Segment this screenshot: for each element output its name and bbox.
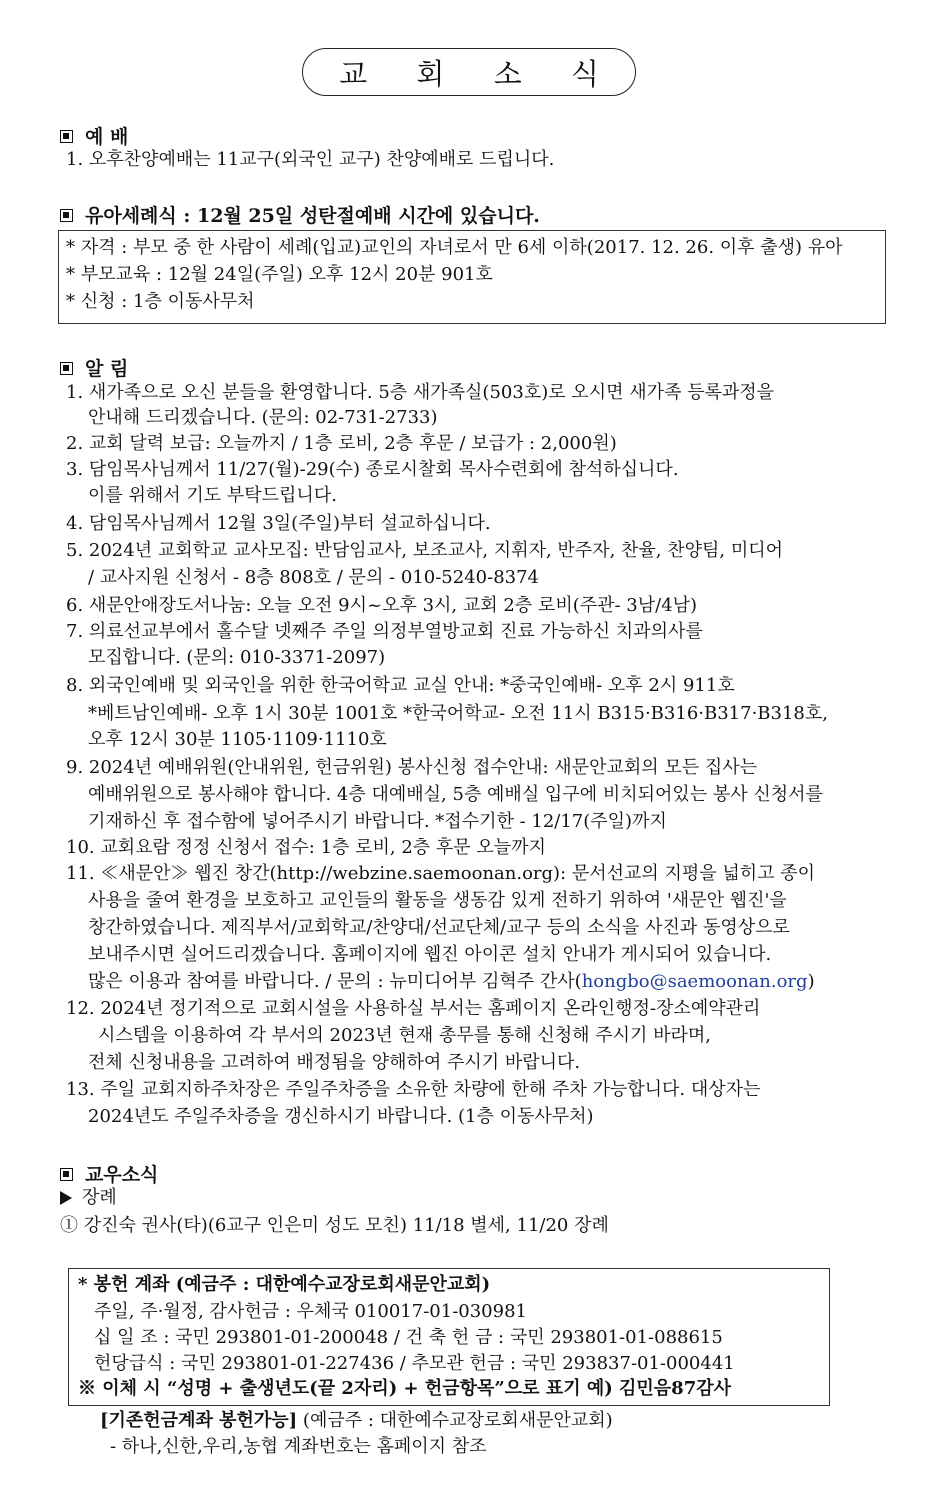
worship-heading: 예 배 (85, 126, 129, 148)
notice-line: / 교사지원 신청서 - 8층 808호 / 문의 - 010-5240-8374 (88, 567, 540, 588)
members-heading: 교우소식 (85, 1164, 159, 1186)
offering-line: 주일, 주·월정, 감사헌금 : 우체국 010017-01-030981 (94, 1301, 527, 1322)
members-sub (60, 1186, 117, 1210)
baptism-heading: 유아세례식 : 12월 25일 성탄절예배 시간에 있습니다. (85, 205, 540, 227)
notice-line: 3. 담임목사님께서 11/27(월)-29(수) 종로시찰회 목사수련회에 참석하십니다. (66, 459, 679, 480)
notice-line: 시스템을 이용하여 각 부서의 2023년 현재 총무를 통해 신청해 주시기 바라며, (98, 1025, 711, 1046)
square-bullet-icon (60, 209, 73, 222)
square-bullet-icon (60, 362, 73, 375)
baptism-line: * 부모교육 : 12월 24일(주일) 오후 12시 20분 901호 (66, 264, 493, 285)
notice-line: 2024년도 주일주차증을 갱신하시기 바랍니다. (1층 이동사무처) (88, 1106, 594, 1127)
section-heading-worship (60, 122, 128, 149)
members-sub-label: 장례 (82, 1187, 117, 1208)
notice-line: 창간하였습니다. 제직부서/교회학교/찬양대/선교단체/교구 등의 소식을 사진과 동영상으로 (88, 917, 790, 938)
notice-line: 보내주시면 실어드리겠습니다. 홈페이지에 웹진 아이콘 설치 안내가 게시되어 있습니다. (88, 944, 772, 965)
notice-line: 6. 새문안애장도서나눔: 오늘 오전 9시~오후 3시, 교회 2층 로비(주관- 3남/4남) (66, 595, 698, 616)
notice-line: 오후 12시 30분 1105·1109·1110호 (88, 729, 387, 750)
notice-line: 1. 새가족으로 오신 분들을 환영합니다. 5층 새가족실(503호)로 오시면 새가족 등록과정을 (66, 382, 775, 403)
square-bullet-icon (60, 1168, 73, 1181)
triangle-right-icon (60, 1191, 72, 1205)
notice-line: 이를 위해서 기도 부탁드립니다. (88, 485, 337, 506)
notice-line: *베트남인예배- 오후 1시 30분 1001호 *한국어학교- 오전 11시 B315·B316·B317·B318호, (88, 703, 828, 724)
notice-line: 11. ≪새문안≫ 웹진 창간(http://webzine.saemoonan.org): 문서선교의 지평을 넓히고 종이 (66, 863, 816, 884)
notice-text: ) (807, 971, 815, 992)
offering-line: 십 일 조 : 국민 293801-01-200048 / 건 축 헌 금 : 국민 293801-01-088615 (94, 1327, 723, 1348)
notice-line: 2. 교회 달력 보급: 오늘까지 / 1층 로비, 2층 후문 / 보급가 : 2,000원) (66, 433, 617, 454)
section-heading-notices (60, 354, 128, 381)
notice-line: 모집합니다. (문의: 010-3371-2097) (88, 647, 386, 668)
offering-note: ※ 이체 시 “성명 + 출생년도(끝 2자리) + 헌금항목”으로 표기 예) 김민음87감사 (78, 1378, 732, 1399)
notice-line: 안내해 드리겠습니다. (문의: 02-731-2733) (88, 407, 438, 428)
notice-line: 전체 신청내용을 고려하여 배정됨을 양해하여 주시기 바랍니다. (88, 1052, 581, 1073)
notice-line: 13. 주일 교회지하주차장은 주일주차증을 소유한 차량에 한해 주차 가능합니다. 대상자는 (66, 1079, 761, 1100)
notice-line: 10. 교회요람 정정 신청서 접수: 1층 로비, 2층 후문 오늘까지 (66, 837, 546, 858)
legacy-account-note: - 하나,신한,우리,농협 계좌번호는 홈페이지 참조 (110, 1436, 487, 1457)
notice-line-with-email (88, 970, 815, 994)
notice-line: 7. 의료선교부에서 홀수달 넷째주 주일 의정부열방교회 진료 가능하신 치과의사를 (66, 621, 703, 642)
notices-heading: 알 림 (85, 358, 129, 380)
baptism-line: * 자격 : 부모 중 한 사람이 세례(입교)교인의 자녀로서 만 6세 이하(2017. 12. 26. 이후 출생) 유아 (66, 237, 843, 258)
notice-line: 사용을 줄여 환경을 보호하고 교인들의 활동을 생동감 있게 전하기 위하여 '새문안 웹진'을 (88, 890, 787, 911)
notice-line: 4. 담임목사님께서 12월 3일(주일)부터 설교하십니다. (66, 513, 491, 534)
notice-line: 12. 2024년 정기적으로 교회시설을 사용하실 부서는 홈페이지 온라인행정-장소예약관리 (66, 998, 761, 1019)
legacy-account-owner: (예금주 : 대한예수교장로회새문안교회) (302, 1410, 613, 1431)
legacy-account-line (100, 1409, 613, 1433)
offering-line: 헌당급식 : 국민 293801-01-227436 / 추모관 헌금 : 국민 293837-01-000441 (94, 1353, 735, 1374)
page-title: 교 회 소 식 (302, 48, 636, 96)
notice-text: 많은 이용과 참여를 바랍니다. / 문의 : 뉴미디어부 김혁주 간사( (88, 971, 582, 992)
members-item: ① 강진숙 권사(타)(6교구 인은미 성도 모친) 11/18 별세, 11/20 장례 (60, 1215, 609, 1236)
notice-line: 예배위원으로 봉사해야 합니다. 4층 대예배실, 5층 예배실 입구에 비치되어있는 봉사 신청서를 (88, 784, 823, 805)
legacy-account-heading: [기존헌금계좌 봉헌가능] (100, 1410, 298, 1431)
notice-line: 기재하신 후 접수함에 넣어주시기 바랍니다. *접수기한 - 12/17(주일)까지 (88, 811, 667, 832)
offering-heading: * 봉헌 계좌 (예금주 : 대한예수교장로회새문안교회) (78, 1274, 491, 1295)
notice-line: 8. 외국인예배 및 외국인을 위한 한국어학교 교실 안내: *중국인예배- 오후 2시 911호 (66, 675, 735, 696)
notice-line: 9. 2024년 예배위원(안내위원, 헌금위원) 봉사신청 접수안내: 새문안교회의 모든 집사는 (66, 757, 757, 778)
square-bullet-icon (60, 130, 73, 143)
section-heading-baptism (60, 201, 540, 228)
section-heading-members (60, 1160, 158, 1187)
notice-line: 5. 2024년 교회학교 교사모집: 반담임교사, 보조교사, 지휘자, 반주자, 찬율, 찬양팀, 미디어 (66, 540, 784, 561)
baptism-line: * 신청 : 1층 이동사무처 (66, 291, 255, 312)
worship-item: 1. 오후찬양예배는 11교구(외국인 교구) 찬양예배로 드립니다. (66, 149, 555, 170)
email-link[interactable]: hongbo@saemoonan.org (581, 971, 808, 992)
